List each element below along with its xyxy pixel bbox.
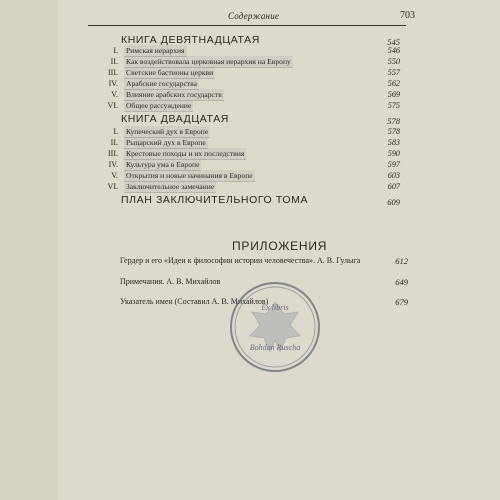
running-title: Содержание <box>228 11 280 21</box>
chapter-page: 597 <box>387 160 400 169</box>
chapter-number: III. <box>108 68 118 77</box>
toc-row[interactable] <box>100 56 400 67</box>
toc-row[interactable] <box>100 126 400 137</box>
chapter-page: 569 <box>387 90 400 99</box>
stamp-text-top: Ex libris <box>261 303 289 312</box>
book-19-title: КНИГА ДЕВЯТНАДЦАТАЯ <box>121 34 260 46</box>
page-header <box>88 10 415 26</box>
chapter-page: 546 <box>387 46 400 55</box>
chapter-number: I. <box>113 127 118 136</box>
stamp-text-bottom: Bohdan Ruscha <box>249 343 301 352</box>
appendix-item[interactable] <box>120 255 410 267</box>
toc-row[interactable] <box>100 89 400 100</box>
toc-row[interactable] <box>100 45 400 56</box>
chapter-number: VI. <box>107 101 118 110</box>
book-20-title: КНИГА ДВАДЦАТАЯ <box>121 113 229 125</box>
chapter-title: Влияние арабских государств <box>126 90 222 99</box>
chapter-page: 578 <box>387 127 400 136</box>
toc-row[interactable] <box>100 137 400 148</box>
chapter-title: Заключительное замечание <box>126 182 215 191</box>
chapter-number: V. <box>111 171 118 180</box>
chapter-page: 562 <box>387 79 400 88</box>
chapter-page: 603 <box>387 171 400 180</box>
chapter-title: Купеческий дух в Европе <box>126 127 209 136</box>
toc-row[interactable] <box>100 78 400 89</box>
toc-row[interactable] <box>100 159 400 170</box>
appendix-item-text: Указатель имен (Составил А. В. Михайлов) <box>120 297 269 306</box>
toc-row[interactable] <box>100 148 400 159</box>
toc-row[interactable] <box>100 181 400 192</box>
chapter-title: Арабские государства <box>126 79 197 88</box>
chapter-number: III. <box>108 149 118 158</box>
chapter-page: 607 <box>387 182 400 191</box>
appendix-item-page: 679 <box>395 297 408 307</box>
chapter-title: Культура ума в Европе <box>126 160 200 169</box>
page-number: 703 <box>400 10 415 21</box>
appendix-item-text: Гердер и его «Идеи к философии истории человечества». А. В. Гулыга <box>120 256 361 265</box>
chapter-number: IV. <box>108 79 118 88</box>
chapter-page: 557 <box>387 68 400 77</box>
appendix-item-text: Примечания. А. В. Михайлов <box>120 277 221 286</box>
chapter-number: II. <box>110 57 118 66</box>
chapter-number: IV. <box>108 160 118 169</box>
toc-row[interactable] <box>100 100 400 111</box>
chapter-page: 575 <box>387 101 400 110</box>
chapter-number: II. <box>110 138 118 147</box>
toc-row[interactable] <box>100 67 400 78</box>
library-stamp-icon <box>228 280 322 374</box>
chapter-number: VI. <box>107 182 118 191</box>
appendix-item-page: 612 <box>395 256 408 266</box>
final-plan-title: ПЛАН ЗАКЛЮЧИТЕЛЬНОГО ТОМА <box>121 194 309 206</box>
appendix-item-page: 649 <box>395 277 408 287</box>
appendix-title: ПРИЛОЖЕНИЯ <box>232 239 328 253</box>
chapter-title: Светские бастионы церкви <box>126 68 214 77</box>
chapter-page: 550 <box>387 57 400 66</box>
chapter-title: Римская иерархия <box>126 46 185 55</box>
chapter-page: 583 <box>387 138 400 147</box>
book-19-page: 545 <box>387 37 400 47</box>
chapter-title: Рыцарский дух в Европе <box>126 138 206 147</box>
chapter-title: Как воздействовала церковная иерархия на Европу <box>126 57 291 66</box>
chapter-title: Открытия и новые начинания в Европе <box>126 171 253 180</box>
chapter-title: Общее рассуждение <box>126 101 192 110</box>
chapter-number: V. <box>111 90 118 99</box>
toc-row[interactable] <box>100 170 400 181</box>
chapter-page: 590 <box>387 149 400 158</box>
chapter-number: I. <box>113 46 118 55</box>
final-plan-page: 609 <box>387 197 400 207</box>
chapter-title: Крестовые походы и их последствия <box>126 149 245 158</box>
book-20-page: 578 <box>387 116 400 126</box>
